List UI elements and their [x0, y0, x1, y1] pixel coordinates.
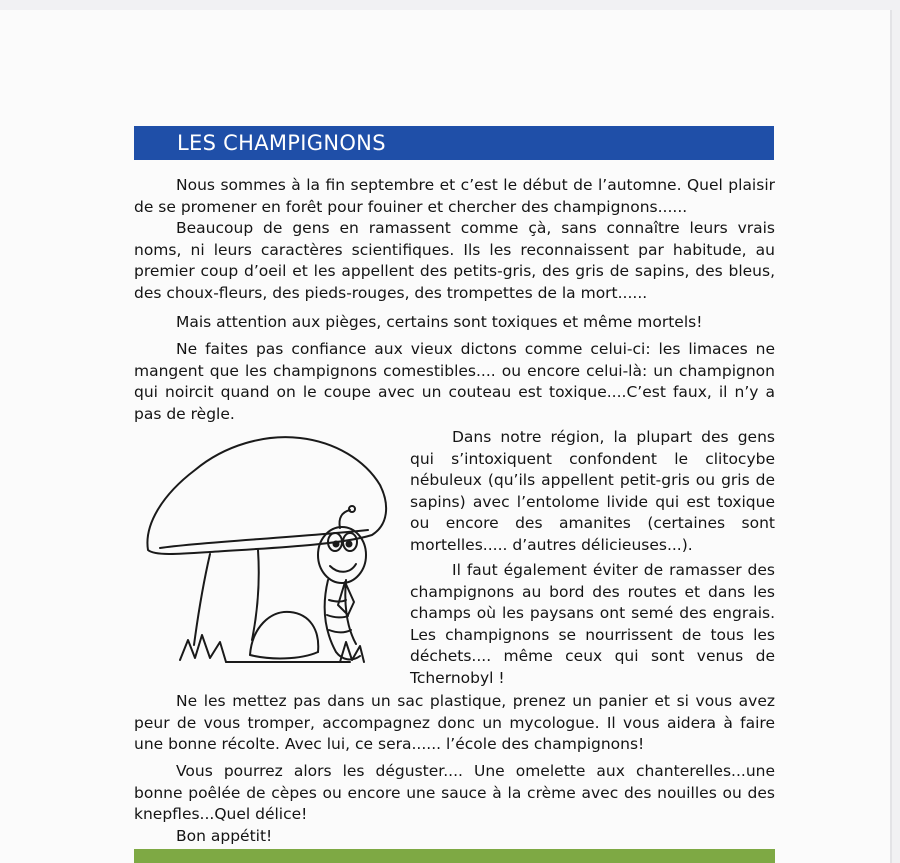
paragraph-recipes: Vous pourrez alors les déguster.... Une omelette aux chanterelles...une bonne poêlée de cèpes ou encore une sauce à la crème avec des nouilles ou des knepfles...Quel délice!	[134, 762, 775, 823]
paragraph-warning: Mais attention aux pièges, certains sont toxiques et même mortels!	[176, 313, 703, 331]
paragraph-proverbs: Ne faites pas confiance aux vieux dictons comme celui-ci: les limaces ne mangent que les champignons comestibles.... ou encore celui-là: un champignon qui noircit quand on le coupe avec un couteau est toxique....C’est faux, il n’y a pas de règle.	[134, 340, 775, 423]
paragraph-region: Dans notre région, la plupart des gens qui s’intoxiquent confondent le clitocybe nébuleux (qu’ils appellent petit-gris ou gris de sapins) avec l’entolome livide qui est toxique ou encore des amanites (certaines sont mortelles..... d’autres délicieuses...).	[410, 428, 775, 554]
paragraph-roadside: Il faut également éviter de ramasser des champignons au bord des routes et dans les champs où les paysans ont semé des engrais. Les champignons se nourrissent de tous les déchets.... même ceux qui sont venus de Tchernobyl !	[410, 561, 775, 687]
paragraph-intro: Nous sommes à la fin septembre et c’est le début de l’automne. Quel plaisir de se promener en forêt pour fouiner et chercher des champignons......	[134, 176, 775, 216]
mushroom-worm-illustration	[140, 430, 405, 670]
paragraph-basket: Ne les mettez pas dans un sac plastique, prenez un panier et si vous avez peur de vous tromper, accompagnez donc un mycologue. Il vous aidera à faire une bonne récolte. Avec lui, ce sera...... l’école des champignons!	[134, 692, 775, 753]
page-title: LES CHAMPIGNONS	[134, 126, 774, 160]
next-section-bar	[134, 849, 775, 863]
paragraph-names: Beaucoup de gens en ramassent comme çà, sans connaître leurs vrais noms, ni leurs caractères scientifiques. Ils les reconnaissent par habitude, au premier coup d’oeil et les appellent des petits-gris, des gris de sapins, des bleus, des choux-fleurs, des pieds-rouges, des trompettes de la mort......	[134, 219, 775, 302]
paragraph-closing: Bon appétit!	[176, 827, 273, 845]
